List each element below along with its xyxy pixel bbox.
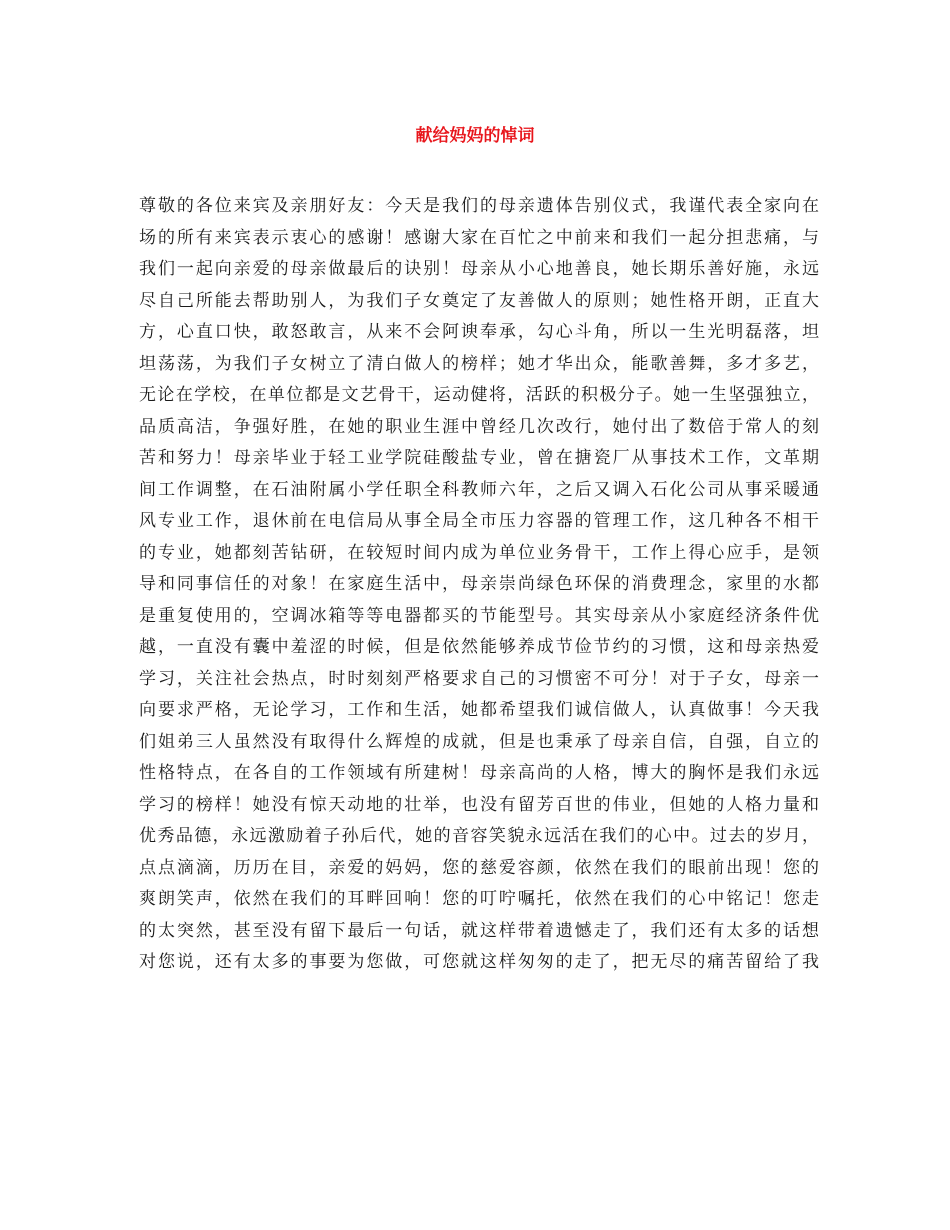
body-line: 的太突然，甚至没有留下最后一句话，就这样带着遗憾走了，我们还有太多的话想 (139, 920, 819, 941)
body-line: 尊敬的各位来宾及亲朋好友：今天是我们的母亲遗体告别仪式，我谨代表全家向在 (139, 196, 819, 216)
body-line: 爽朗笑声，依然在我们的耳畔回响！您的叮咛嘱托，依然在我们的心中铭记！您走 (139, 889, 819, 909)
body-line: 导和同事信任的对象！在家庭生活中，母亲崇尚绿色环保的消费理念，家里的水都 (139, 574, 819, 594)
body-line: 尽自己所能去帮助别人，为我们子女奠定了友善做人的原则；她性格开朗，正直大 (139, 290, 819, 311)
body-line: 们姐弟三人虽然没有取得什么辉煌的成就，但是也秉承了母亲自信，自强，自立的 (139, 731, 819, 752)
body-line: 学习，关注社会热点，时时刻刻严格要求自己的习惯密不可分！对于子女，母亲一 (139, 668, 819, 689)
body-line: 我们一起向亲爱的母亲做最后的诀别！母亲从小心地善良，她长期乐善好施，永远 (139, 259, 819, 279)
body-line: 对您说，还有太多的事要为您做，可您就这样匆匆的走了，把无尽的痛苦留给了我 (139, 952, 819, 972)
body-line: 的专业，她都刻苦钻研，在较短时间内成为单位业务骨干，工作上得心应手，是领 (139, 542, 819, 563)
body-line: 向要求严格，无论学习，工作和生活，她都希望我们诚信做人，认真做事！今天我 (139, 700, 819, 720)
document-body (139, 191, 819, 979)
body-line: 学习的榜样！她没有惊天动地的壮举，也没有留芳百世的伟业，但她的人格力量和 (139, 794, 819, 815)
body-line: 方，心直口快，敢怒敢言，从来不会阿谀奉承，勾心斗角，所以一生光明磊落，坦 (139, 322, 819, 342)
body-line: 越，一直没有囊中羞涩的时候，但是依然能够养成节俭节约的习惯，这和母亲热爱 (139, 637, 819, 657)
body-line: 是重复使用的，空调冰箱等等电器都买的节能型号。其实母亲从小家庭经济条件优 (139, 605, 819, 626)
body-line: 品质高洁，争强好胜，在她的职业生涯中曾经几次改行，她付出了数倍于常人的刻 (139, 416, 819, 437)
body-line: 坦荡荡，为我们子女树立了清白做人的榜样；她才华出众，能歌善舞，多才多艺， (139, 353, 819, 374)
body-line: 优秀品德，永远激励着子孙后代，她的音容笑貌永远活在我们的心中。过去的岁月， (139, 826, 819, 846)
body-line: 风专业工作，退休前在电信局从事全局全市压力容器的管理工作，这几种各不相干 (139, 511, 819, 531)
body-line: 间工作调整，在石油附属小学任职全科教师六年，之后又调入石化公司从事采暖通 (139, 479, 819, 500)
document-title: 献给妈妈的悼词 (415, 126, 535, 146)
body-line: 无论在学校，在单位都是文艺骨干，运动健将，活跃的积极分子。她一生坚强独立， (139, 385, 819, 405)
body-line: 性格特点，在各自的工作领域有所建树！母亲高尚的人格，博大的胸怀是我们永远 (139, 763, 819, 783)
body-line: 点点滴滴，历历在目，亲爱的妈妈，您的慈爱容颜，依然在我们的眼前出现！您的 (139, 857, 819, 878)
body-line: 场的所有来宾表示衷心的感谢！感谢大家在百忙之中前来和我们一起分担悲痛，与 (139, 227, 819, 248)
body-line: 苦和努力！母亲毕业于轻工业学院硅酸盐专业，曾在搪瓷厂从事技术工作，文革期 (139, 448, 819, 468)
